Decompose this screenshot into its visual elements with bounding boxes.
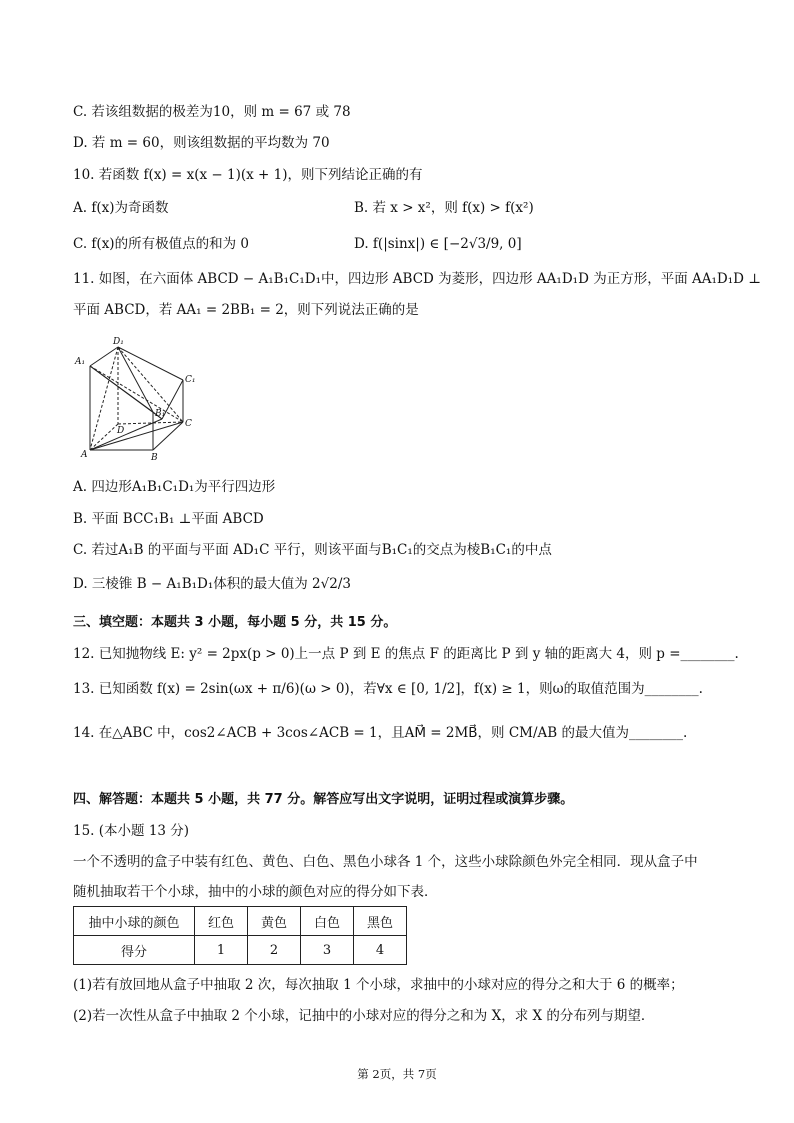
question-15-part2: (2)若一次性从盒子中抽取 2 个小球，记抽中的小球对应的得分之和为 X，求 X 的分布列与期望．	[73, 1008, 655, 1024]
table-cell: 1	[195, 936, 248, 965]
label-d: D	[117, 426, 125, 436]
question-10: 10. 若函数 f(x) = x(x − 1)(x + 1)，则下列结论正确的有	[73, 167, 423, 183]
question-11-line1: 11. 如图，在六面体 ABCD − A₁B₁C₁D₁中，四边形 ABCD 为菱形，四边形 AA₁D₁D 为正方形，平面 AA₁D₁D ⊥	[73, 271, 761, 287]
option-10d: D. f(|sinx|) ∈ [−2√3/9, 0]	[354, 236, 522, 252]
table-cell: 3	[301, 936, 354, 965]
question-12: 12. 已知抛物线 E: y² = 2px(p > 0)上一点 P 到 E 的焦点 F 的距离比 P 到 y 轴的距离大 4，则 p =________.	[73, 646, 739, 662]
table-cell: 白色	[301, 907, 354, 936]
table-cell: 2	[248, 936, 301, 965]
label-d1: D₁	[113, 337, 124, 347]
label-c1: C₁	[185, 375, 196, 385]
table-cell: 黄色	[248, 907, 301, 936]
table-cell: 黑色	[354, 907, 407, 936]
option-11a: A. 四边形A₁B₁C₁D₁为平行四边形	[73, 479, 276, 495]
option-10c: C. f(x)的所有极值点的和为 0	[73, 236, 249, 252]
table-row	[74, 936, 407, 965]
section-4-heading: 四、解答题：本题共 5 小题，共 77 分。解答应写出文字说明，证明过程或演算步骤。	[73, 792, 574, 807]
option-9d: D. 若 m = 60，则该组数据的平均数为 70	[73, 135, 330, 151]
question-15-part1: (1)若有放回地从盒子中抽取 2 次，每次抽取 1 个小球，求抽中的小球对应的得分之和大于 6 的概率；	[73, 977, 684, 993]
label-c: C	[185, 419, 192, 429]
question-15: 15. (本小题 13 分)	[73, 823, 190, 839]
question-11-line2: 平面 ABCD，若 AA₁ = 2BB₁ = 2，则下列说法正确的是	[73, 302, 419, 318]
question-15-para2: 随机抽取若干个小球，抽中的小球的颜色对应的得分如下表．	[73, 884, 438, 900]
table-cell: 抽中小球的颜色	[74, 907, 195, 936]
label-b: B	[151, 453, 158, 462]
section-3-heading: 三、填空题：本题共 3 小题，每小题 5 分，共 15 分。	[73, 615, 397, 630]
question-14: 14. 在△ABC 中，cos2∠ACB + 3cos∠ACB = 1，且AM⃗ = 2MB⃗，则 CM/AB 的最大值为________.	[73, 725, 688, 741]
table-cell: 4	[354, 936, 407, 965]
table-row	[74, 907, 407, 936]
option-11b: B. 平面 BCC₁B₁ ⊥平面 ABCD	[73, 511, 264, 527]
page-footer: 第 2页，共 7页	[357, 1067, 437, 1081]
option-10b: B. 若 x > x²，则 f(x) > f(x²)	[354, 200, 534, 216]
hexahedron-figure	[73, 332, 203, 462]
question-15-para1: 一个不透明的盒子中装有红色、黄色、白色、黑色小球各 1 个，这些小球除颜色外完全相同．现从盒子中	[73, 854, 698, 870]
label-a: A	[81, 450, 88, 460]
option-11c: C. 若过A₁B 的平面与平面 AD₁C 平行，则该平面与B₁C₁的交点为棱B₁C₁的中点	[73, 542, 552, 558]
table-cell: 红色	[195, 907, 248, 936]
question-13: 13. 已知函数 f(x) = 2sin(ωx + π/6)(ω > 0)，若∀x ∈ [0, 1/2]，f(x) ≥ 1，则ω的取值范围为________.	[73, 681, 703, 697]
table-cell: 得分	[74, 936, 195, 965]
option-9c: C. 若该组数据的极差为10，则 m = 67 或 78	[73, 104, 351, 120]
label-a1: A₁	[75, 357, 86, 367]
score-table	[73, 906, 407, 965]
option-11d: D. 三棱锥 B − A₁B₁D₁体积的最大值为 2√2/3	[73, 576, 351, 592]
option-10a: A. f(x)为奇函数	[73, 200, 169, 216]
label-b1: B₁	[155, 409, 166, 419]
